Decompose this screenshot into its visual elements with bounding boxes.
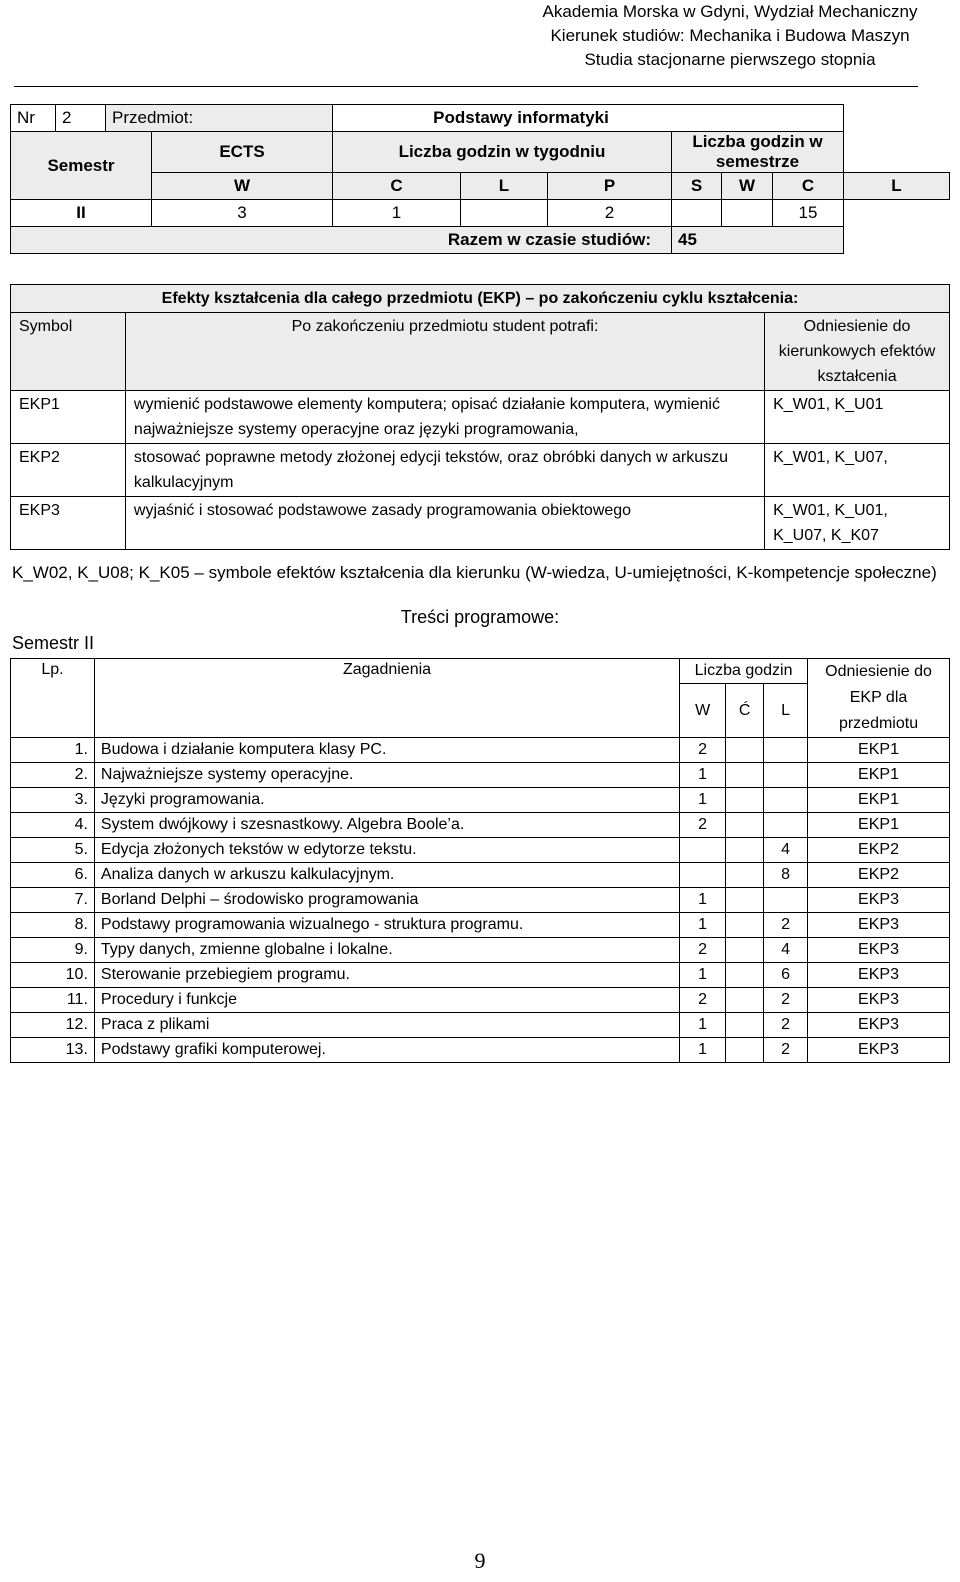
topic-hours-l [764,813,808,838]
topic-hours-l: 4 [764,938,808,963]
week-col-l: L [461,173,548,200]
ects-value: 3 [152,200,333,227]
col-reference: Odniesienie do kierunkowych efektów kształcenia [765,313,950,391]
topic-ekp-ref: EKP3 [808,963,950,988]
topic-row [11,988,950,1013]
topic-name: Typy danych, zmienne globalne i lokalne. [94,938,679,963]
topic-hours-l [764,788,808,813]
topic-hours-c [726,1038,764,1063]
effects-header-row [11,313,950,391]
header-line-3: Studia stacjonarne pierwszego stopnia [584,50,876,69]
week-p-value [672,200,722,227]
topic-hours-l: 2 [764,988,808,1013]
topic-row [11,913,950,938]
nr-value: 2 [56,105,106,132]
topic-name: System dwójkowy i szesnastkowy. Algebra Boole’a. [94,813,679,838]
topic-hours-w: 2 [680,988,726,1013]
topic-hours-l [764,888,808,913]
hours-header-row [11,132,950,173]
effect-reference: K_W01, K_U07, [765,444,950,497]
topic-ekp-ref: EKP3 [808,1013,950,1038]
topic-name: Budowa i działanie komputera klasy PC. [94,738,679,763]
semester-heading: Semestr II [12,633,95,653]
topic-hours-w: 1 [680,963,726,988]
week-col-w: W [152,173,333,200]
topics-table [10,658,950,1063]
header-line-2: Kierunek studiów: Mechanika i Budowa Maszyn [550,26,910,45]
hours-values-row [11,200,950,227]
hours-col-w: W [680,684,726,738]
topic-hours-c [726,863,764,888]
ects-label: ECTS [152,132,333,173]
topic-name: Praca z plikami [94,1013,679,1038]
topic-hours-l: 8 [764,863,808,888]
topic-ekp-ref: EKP1 [808,763,950,788]
course-info-table [10,104,950,254]
topics-header-row [11,659,950,684]
topic-hours-w: 1 [680,763,726,788]
topic-name: Podstawy programowania wizualnego - struktura programu. [94,913,679,938]
topic-hours-w: 2 [680,938,726,963]
sem-col-l: L [844,173,950,200]
header-line-1: Akademia Morska w Gdyni, Wydział Mechaniczny [542,2,918,21]
topic-ekp-ref: EKP3 [808,913,950,938]
sem-col-c: C [773,173,844,200]
topic-hours-w: 1 [680,888,726,913]
topic-ekp-ref: EKP1 [808,813,950,838]
topic-hours-c [726,788,764,813]
topic-ekp-ref: EKP2 [808,838,950,863]
symbols-note: K_W02, K_U08; K_K05 – symbole efektów kształcenia dla kierunku (W-wiedza, U-umiejętności, K-kompetencje społeczne) [12,563,937,582]
course-row [11,105,950,132]
topic-hours-c [726,963,764,988]
topic-lp: 11. [11,988,95,1013]
topic-row [11,738,950,763]
topic-lp: 1. [11,738,95,763]
col-description: Po zakończeniu przedmiotu student potrafi: [125,313,764,391]
effect-row [11,444,950,497]
col-ekp-ref: Odniesienie do EKP dla przedmiotu [808,659,950,738]
effects-table [10,284,950,550]
col-topic: Zagadnienia [94,659,679,738]
topic-hours-c [726,888,764,913]
topic-hours-c [726,763,764,788]
topic-hours-w: 1 [680,1013,726,1038]
topic-row [11,938,950,963]
topic-hours-w: 1 [680,913,726,938]
topic-name: Najważniejsze systemy operacyjne. [94,763,679,788]
topic-row [11,1013,950,1038]
effects-heading-row [11,285,950,313]
total-label: Razem w czasie studiów: [11,227,672,254]
topic-lp: 13. [11,1038,95,1063]
topic-row [11,1038,950,1063]
topic-ekp-ref: EKP3 [808,1038,950,1063]
topic-lp: 10. [11,963,95,988]
topic-hours-w [680,863,726,888]
topic-hours-w: 1 [680,788,726,813]
topic-hours-c [726,988,764,1013]
topic-row [11,838,950,863]
semester-hours-label: Liczba godzin w semestrze [672,132,844,173]
topic-ekp-ref: EKP1 [808,738,950,763]
topic-lp: 7. [11,888,95,913]
topic-ekp-ref: EKP3 [808,938,950,963]
hours-subheader-row [11,173,950,200]
topic-ekp-ref: EKP3 [808,888,950,913]
topic-lp: 2. [11,763,95,788]
topic-hours-l: 2 [764,1013,808,1038]
topic-name: Borland Delphi – środowisko programowania [94,888,679,913]
topic-name: Sterowanie przebiegiem programu. [94,963,679,988]
topic-lp: 6. [11,863,95,888]
topic-hours-c [726,1013,764,1038]
col-lp: Lp. [11,659,95,738]
topic-name: Procedury i funkcje [94,988,679,1013]
topic-name: Podstawy grafiki komputerowej. [94,1038,679,1063]
subject-value: Podstawy informatyki [333,105,844,132]
total-value: 45 [672,227,844,254]
document-header [0,0,930,72]
effect-description: wyjaśnić i stosować podstawowe zasady programowania obiektowego [125,497,764,550]
week-s-value [722,200,773,227]
week-c-value [461,200,548,227]
topic-lp: 3. [11,788,95,813]
topic-hours-c [726,838,764,863]
semester-value: II [11,200,152,227]
topic-hours-l [764,763,808,788]
semester-label: Semestr [11,132,152,200]
topic-hours-w [680,838,726,863]
week-w-value: 1 [333,200,461,227]
week-col-s: S [672,173,722,200]
topic-name: Analiza danych w arkuszu kalkulacyjnym. [94,863,679,888]
topic-row [11,788,950,813]
topic-ekp-ref: EKP1 [808,788,950,813]
hours-col-c: Ć [726,684,764,738]
effects-heading: Efekty kształcenia dla całego przedmiotu (EKP) – po zakończeniu cyklu kształcenia: [11,285,950,313]
topic-hours-c [726,738,764,763]
effect-symbol: EKP2 [11,444,126,497]
topics-body [11,738,950,1063]
header-divider [14,86,918,87]
nr-label: Nr [11,105,56,132]
topic-lp: 4. [11,813,95,838]
subject-label: Przedmiot: [106,105,333,132]
topic-hours-c [726,913,764,938]
week-col-c: C [333,173,461,200]
content-heading: Treści programowe: [400,607,560,627]
effect-reference: K_W01, K_U01, K_U07, K_K07 [765,497,950,550]
topic-name: Edycja złożonych tekstów w edytorze tekstu. [94,838,679,863]
col-symbol: Symbol [11,313,126,391]
week-l-value: 2 [548,200,672,227]
topic-hours-l [764,738,808,763]
topic-hours-l: 2 [764,1038,808,1063]
topic-hours-w: 2 [680,738,726,763]
topic-lp: 12. [11,1013,95,1038]
topic-ekp-ref: EKP3 [808,988,950,1013]
effect-symbol: EKP1 [11,391,126,444]
hours-col-l: L [764,684,808,738]
topic-row [11,763,950,788]
topic-hours-c [726,938,764,963]
topic-lp: 5. [11,838,95,863]
sem-w-value: 15 [773,200,844,227]
effect-description: stosować poprawne metody złożonej edycji tekstów, oraz obróbki danych w arkuszu kalkulacyjnym [125,444,764,497]
topic-row [11,813,950,838]
topic-hours-l: 6 [764,963,808,988]
topic-hours-w: 1 [680,1038,726,1063]
total-row [11,227,950,254]
sem-col-w: W [722,173,773,200]
col-hours: Liczba godzin [680,659,808,684]
topic-row [11,963,950,988]
topic-row [11,863,950,888]
week-col-p: P [548,173,672,200]
weekly-hours-label: Liczba godzin w tygodniu [333,132,672,173]
effect-row [11,391,950,444]
effect-symbol: EKP3 [11,497,126,550]
effect-reference: K_W01, K_U01 [765,391,950,444]
effect-row [11,497,950,550]
topic-name: Języki programowania. [94,788,679,813]
topic-lp: 9. [11,938,95,963]
topic-hours-l: 2 [764,913,808,938]
topic-hours-c [726,813,764,838]
topic-lp: 8. [11,913,95,938]
topic-ekp-ref: EKP2 [808,863,950,888]
topic-hours-w: 2 [680,813,726,838]
effect-description: wymienić podstawowe elementy komputera; opisać działanie komputera, wymienić najważniejsze systemy operacyjne oraz języki programowania, [125,391,764,444]
topic-row [11,888,950,913]
topic-hours-l: 4 [764,838,808,863]
page-number: 9 [474,1548,486,1573]
